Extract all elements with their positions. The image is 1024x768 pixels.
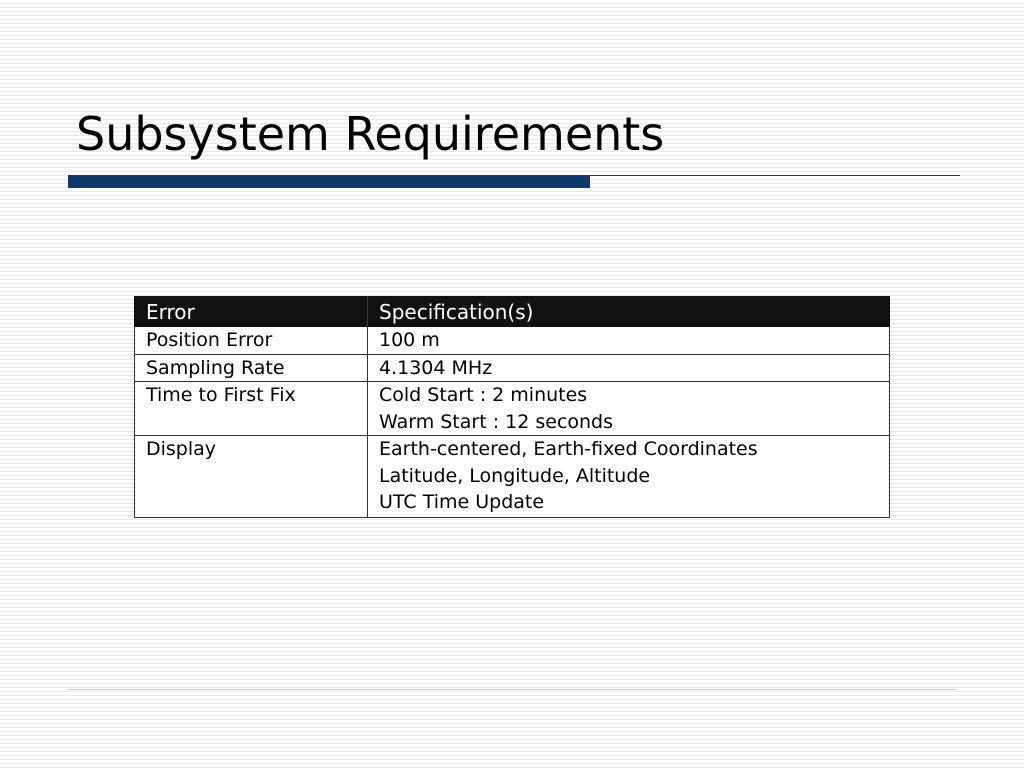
requirements-table: [134, 296, 890, 518]
error-cell: Position Error: [135, 327, 368, 355]
column-header-error: Error: [135, 297, 368, 327]
spec-line: 4.1304 MHz: [379, 356, 493, 379]
table-row: [135, 354, 890, 382]
spec-line: Earth-centered, Earth-fixed Coordinates: [379, 438, 758, 460]
spec-line: Warm Start : 12 seconds: [379, 410, 614, 433]
spec-cell: [368, 354, 890, 382]
footer-rule: [68, 689, 956, 690]
table-row: [135, 436, 890, 518]
column-header-specifications: Specification(s): [368, 297, 890, 327]
title-underline-bar: [68, 175, 590, 188]
spec-line: Cold Start : 2 minutes: [379, 384, 588, 406]
error-cell: Sampling Rate: [135, 354, 368, 382]
slide-title: Subsystem Requirements: [76, 107, 665, 161]
error-cell: Time to First Fix: [135, 382, 368, 436]
table-header-row: [135, 297, 890, 327]
spec-cell: [368, 436, 890, 518]
spec-line: UTC Time Update: [379, 491, 545, 513]
spec-line: Latitude, Longitude, Altitude: [379, 464, 651, 487]
table-row: [135, 382, 890, 436]
spec-cell: [368, 382, 890, 436]
spec-cell: [368, 327, 890, 355]
spec-line: 100 m: [379, 329, 440, 351]
error-cell: Display: [135, 436, 368, 518]
table-row: [135, 327, 890, 355]
title-underline-rule: [590, 175, 960, 176]
